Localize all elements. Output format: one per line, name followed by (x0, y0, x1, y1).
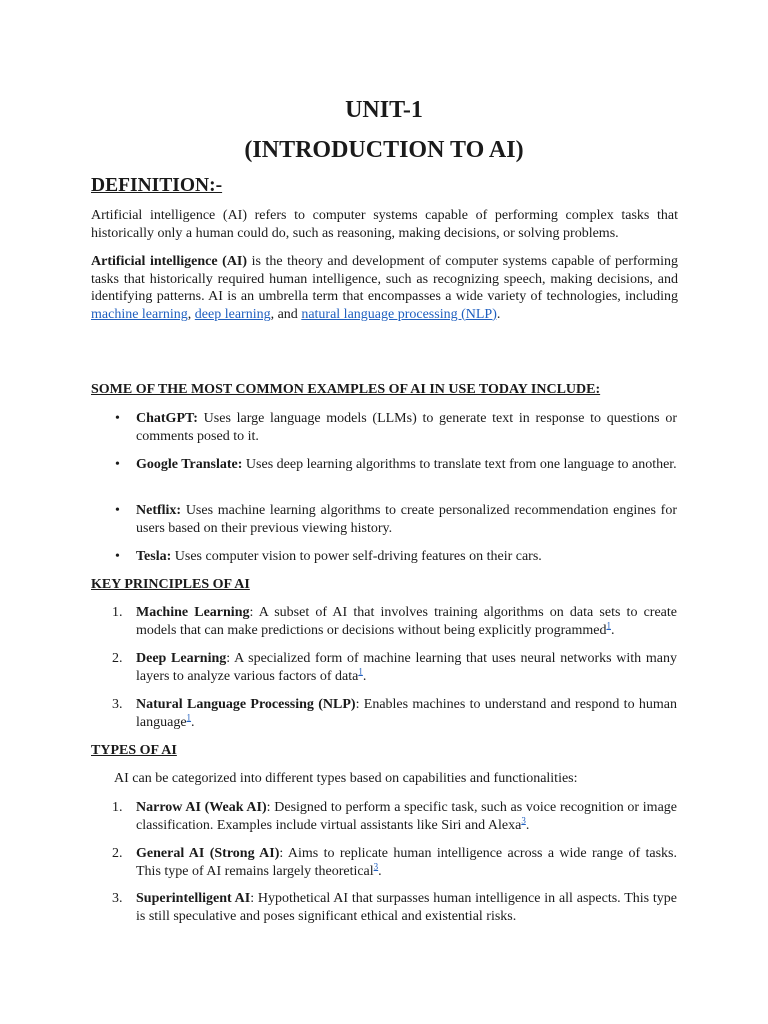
type-text: : Designed to perform a specific task, such as voice recognition or image classification. Examples include virtual assistants like Siri and Alexa (136, 800, 677, 833)
example-label: Tesla: (136, 549, 172, 564)
separator: , (187, 306, 195, 322)
example-text: Uses deep learning algorithms to translate text from one language to another. (242, 457, 677, 472)
example-label: ChatGPT: (136, 411, 198, 426)
principle-text: : Enables machines to understand and respond to human language (136, 697, 677, 730)
unit-subtitle: (INTRODUCTION TO AI) (244, 137, 524, 163)
separator: , and (270, 306, 302, 322)
bullet: • (115, 549, 120, 564)
machine-learning-link[interactable]: machine learning (91, 306, 188, 322)
principle-label: Deep Learning (136, 651, 227, 666)
list-item (112, 890, 677, 925)
item-number: 1. (112, 605, 123, 620)
list-item (112, 650, 677, 685)
footnote-ref[interactable]: 1 (358, 665, 363, 676)
period: . (378, 863, 382, 879)
list-item (112, 799, 677, 834)
examples-heading: SOME OF THE MOST COMMON EXAMPLES OF AI IN USE TODAY INCLUDE: (91, 382, 601, 397)
list-item (115, 548, 677, 566)
definition-paragraph-2-text: is the theory and development of computer systems capable of performing tasks that historically required human intelligence, such as recognizing speech, making decisions, and identifying patterns. AI is an umbrella term that encompasses a wide variety of technologies, including (91, 254, 678, 304)
type-text: : Aims to replicate human intelligence across a wide range of tasks. This type of AI remains largely theoretical (136, 846, 677, 879)
period: . (191, 714, 195, 730)
nlp-link[interactable]: natural language processing (NLP) (301, 306, 497, 322)
bullet: • (115, 411, 120, 426)
definition-paragraph-1: Artificial intelligence (AI) refers to computer systems capable of performing complex tasks that historically only a human could do, such as reasoning, making decisions, or solving problems. (91, 208, 678, 241)
types-heading: TYPES OF AI (91, 743, 177, 758)
item-number: 1. (112, 800, 123, 815)
list-item (112, 696, 677, 731)
type-label: Narrow AI (Weak AI) (136, 800, 267, 815)
definition-heading: DEFINITION:- (91, 175, 223, 196)
principle-text: : A subset of AI that involves training algorithms on data sets to create models that can make predictions or decisions without being explicitly programmed (136, 605, 677, 638)
type-label: Superintelligent AI (136, 891, 251, 906)
principle-label: Machine Learning (136, 605, 250, 620)
type-text: : Hypothetical AI that surpasses human intelligence in all aspects. This type is still speculative and poses significant ethical and existential risks (136, 891, 677, 924)
list-item (112, 845, 677, 880)
footnote-ref[interactable]: 1 (606, 619, 611, 630)
principle-text: : A specialized form of machine learning that uses neural networks with many layers to analyze various factors of data (136, 651, 677, 684)
list-item (112, 604, 677, 639)
period: . (496, 306, 501, 322)
example-label: Google Translate: (136, 457, 243, 472)
bullet: • (115, 503, 120, 518)
type-label: General AI (Strong AI) (136, 846, 280, 861)
item-number: 2. (112, 846, 123, 861)
period: . (512, 908, 517, 924)
footnote-ref[interactable]: 3 (521, 814, 526, 825)
period: . (610, 622, 615, 638)
example-text: Uses large language models (LLMs) to generate text in response to questions or comments posed to it. (136, 411, 677, 444)
principles-heading: KEY PRINCIPLES OF AI (91, 577, 250, 592)
bullet: • (115, 457, 120, 472)
period: . (525, 817, 530, 833)
period: . (362, 668, 367, 684)
deep-learning-link[interactable]: deep learning (194, 306, 271, 322)
example-text: Uses computer vision to power self-driving features on their cars. (171, 549, 542, 564)
list-item (115, 410, 677, 445)
list-item (115, 456, 677, 474)
unit-title: UNIT-1 (345, 97, 423, 123)
example-text: Uses machine learning algorithms to create personalized recommendation engines for users based on their previous viewing history. (136, 503, 677, 536)
example-label: Netflix: (136, 503, 182, 518)
principle-label: Natural Language Processing (NLP) (136, 697, 356, 712)
ai-term: Artificial intelligence (AI) (91, 254, 248, 269)
types-intro: AI can be categorized into different types based on capabilities and functionalities: (114, 771, 578, 786)
item-number: 2. (112, 651, 123, 666)
footnote-ref[interactable]: 3 (373, 860, 379, 871)
definition-paragraph-2 (91, 253, 678, 323)
list-item (115, 502, 677, 537)
footnote-ref[interactable]: 1 (186, 711, 192, 722)
item-number: 3. (112, 891, 123, 906)
item-number: 3. (112, 697, 123, 712)
